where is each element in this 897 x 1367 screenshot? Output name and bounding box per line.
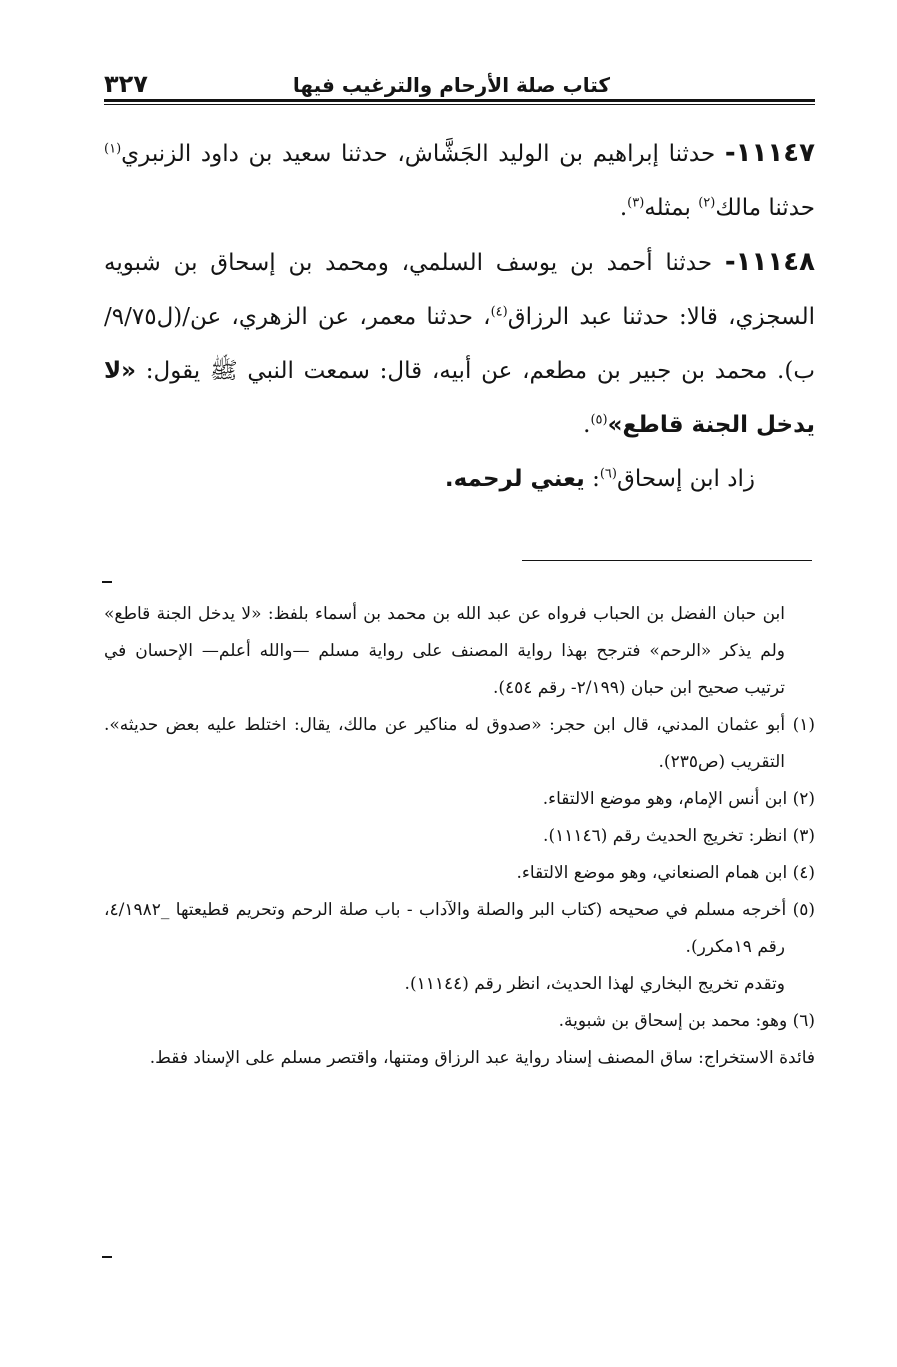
footnote-1: (١) أبو عثمان المدني، قال ابن حجر: «صدوق له مناكير عن مالك، يقال: اختلط عليه بعض حديثه». التقريب (ص٢٣٥). xyxy=(104,715,815,772)
footnote-ref: (٣) xyxy=(627,195,645,211)
footnote-2: (٢) ابن أنس الإمام، وهو موضع الالتقاء. xyxy=(542,789,815,809)
header-rule-thin xyxy=(104,104,815,105)
footnote-ref: (٢) xyxy=(698,195,716,211)
addition-bold-text: يعني لرحمه. xyxy=(444,466,585,492)
header-title: كتاب صلة الأرحام والترغيب فيها xyxy=(292,73,610,97)
hadith-11148: ١١١٤٨- حدثنا أحمد بن يوسف السلمي، ومحمد بن إسحاق بن شبويه السجزي، قالا: حدثنا عبد الرزاق$^{(٤)}$، حدثنا معمر، عن الزهري، عن/(ل٩/٧٥/ب). محمد بن جبير بن مطعم، عن أبيه، قال: سمعت النبي ﷺ يقول: «لا يدخل الجنة قاطع»$^{(٥)}$. xyxy=(104,247,815,438)
hadith-number: ١١١٤٧- xyxy=(724,138,815,168)
hadith-11147: ١١١٤٧- حدثنا إبراهيم بن الوليد الجَشَّاش، حدثنا سعيد بن داود الزنبري$^{(١)}$ حدثنا مالك$^{(٢)}$ بمثله$^{(٣)}$. xyxy=(104,138,815,221)
header-rule-thick xyxy=(104,99,815,102)
addition-line: زاد ابن إسحاق$^{(٦)}$: يعني لرحمه. xyxy=(444,466,755,492)
prophetic-quote: «لا يدخل الجنة قاطع» xyxy=(104,358,815,438)
running-header xyxy=(104,72,815,98)
footnote-ref: (٦) xyxy=(599,466,617,482)
continuation-mark xyxy=(102,581,112,583)
main-text xyxy=(104,126,815,506)
footnote-4: (٤) ابن همام الصنعاني، وهو موضع الالتقاء. xyxy=(516,863,815,883)
footnote-3: (٣) انظر: تخريج الحديث رقم (١١١٤٦). xyxy=(543,826,815,846)
continuation-mark xyxy=(102,1256,112,1258)
hadith-number: ١١١٤٨- xyxy=(724,247,815,277)
footnote-ref: (٤) xyxy=(490,304,508,320)
page-number: ٣٢٧ xyxy=(104,70,148,98)
footnote-continuation: ابن حبان الفضل بن الحباب فرواه عن عبد الله بن محمد بن أسماء بلفظ: «لا يدخل الجنة قاطع» ولم يذكر «الرحم» فترجح بهذا رواية المصنف على رواية مسلم —والله أعلم— الإحسان في ترتيب صحيح ابن حبان (٢/١٩٩- رقم ٤٥٤). xyxy=(104,604,785,698)
footnote-ref: (١) xyxy=(104,141,122,157)
footnote-separator xyxy=(522,560,812,561)
extraction-benefit-note: فائدة الاستخراج: ساق المصنف إسناد رواية عبد الرزاق ومتنها، واقتصر مسلم على الإسناد فقط. xyxy=(149,1048,815,1068)
footnote-5-continued: وتقدم تخريج البخاري لهذا الحديث، انظر رقم (١١١٤٤). xyxy=(404,974,785,994)
footnote-6: (٦) وهو: محمد بن إسحاق بن شبوية. xyxy=(558,1011,815,1031)
footnote-5: (٥) أخرجه مسلم في صحيحه (كتاب البر والصلة والآداب - باب صلة الرحم وتحريم قطيعتها _٤/١٩٨٢، رقم ١٩مكرر). xyxy=(104,900,815,957)
footnotes xyxy=(104,596,815,1077)
footnote-ref: (٥) xyxy=(590,412,608,428)
